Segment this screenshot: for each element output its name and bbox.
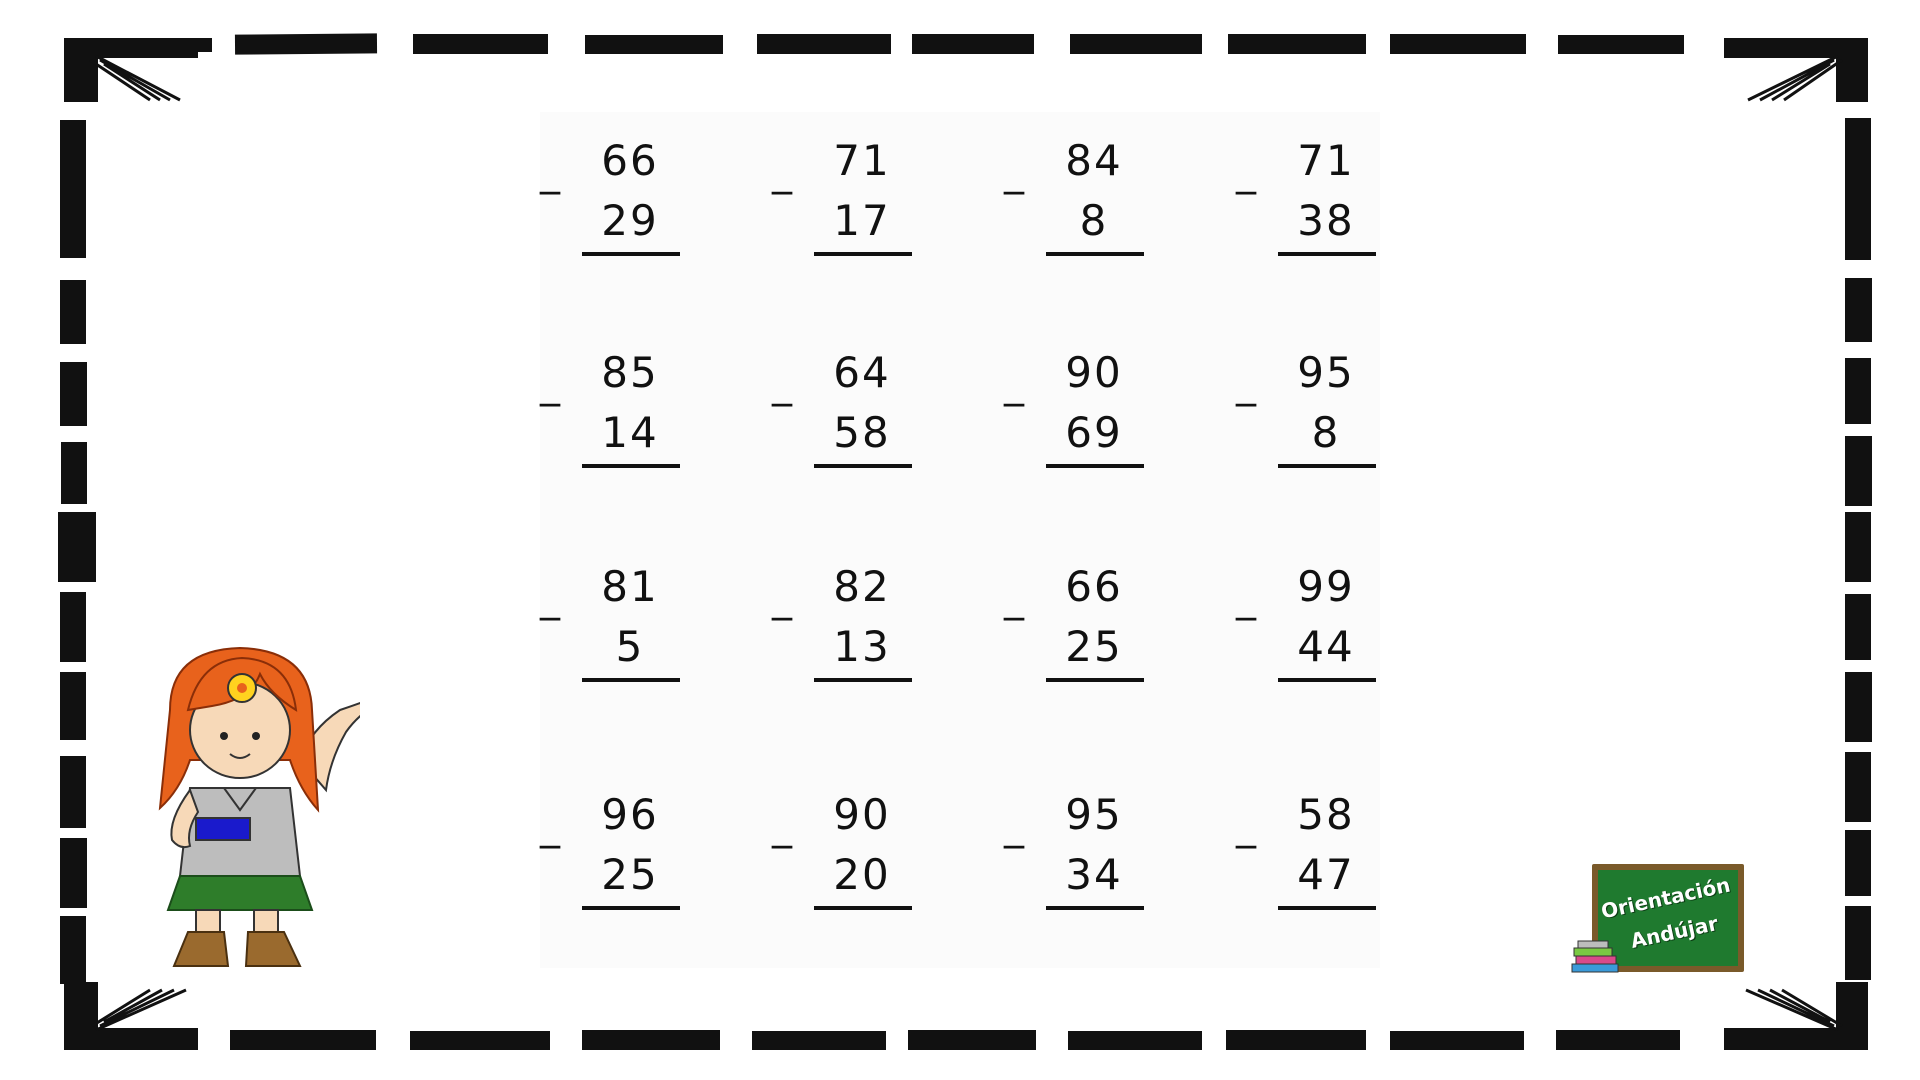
subtrahend: 8 bbox=[1311, 408, 1341, 457]
minus-sign: _ bbox=[1236, 361, 1256, 407]
answer-line bbox=[1046, 906, 1144, 910]
subtraction-problem bbox=[772, 558, 922, 688]
minus-sign: _ bbox=[772, 803, 792, 849]
exercise-sheet bbox=[540, 112, 1380, 968]
subtraction-problem bbox=[540, 132, 690, 262]
minus-sign: _ bbox=[1236, 803, 1256, 849]
answer-line bbox=[814, 678, 912, 682]
subtraction-problem bbox=[772, 132, 922, 262]
subtraction-problem bbox=[1236, 132, 1386, 262]
logo-line-2: Andújar bbox=[1628, 911, 1721, 953]
subtraction-problem bbox=[1004, 344, 1154, 474]
minuend: 58 bbox=[1297, 790, 1355, 839]
girl-pointing-icon bbox=[150, 640, 360, 970]
minuend: 66 bbox=[1065, 562, 1123, 611]
minuend: 64 bbox=[833, 348, 891, 397]
subtrahend: 69 bbox=[1065, 408, 1123, 457]
subtrahend: 13 bbox=[833, 622, 891, 671]
logo-line-1: Orientación bbox=[1598, 872, 1733, 924]
subtraction-problem bbox=[1236, 344, 1386, 474]
minus-sign: _ bbox=[772, 361, 792, 407]
answer-line bbox=[582, 906, 680, 910]
minuend: 90 bbox=[833, 790, 891, 839]
minuend: 95 bbox=[1065, 790, 1123, 839]
minuend: 90 bbox=[1065, 348, 1123, 397]
minuend: 85 bbox=[601, 348, 659, 397]
subtraction-problem bbox=[1004, 558, 1154, 688]
subtrahend: 29 bbox=[601, 196, 659, 245]
minus-sign: _ bbox=[540, 149, 560, 195]
minuend: 71 bbox=[1297, 136, 1355, 185]
minuend: 84 bbox=[1065, 136, 1123, 185]
subtrahend: 44 bbox=[1297, 622, 1355, 671]
answer-line bbox=[582, 464, 680, 468]
minuend: 96 bbox=[601, 790, 659, 839]
answer-line bbox=[814, 464, 912, 468]
subtrahend: 47 bbox=[1297, 850, 1355, 899]
minus-sign: _ bbox=[1236, 149, 1256, 195]
subtraction-problem bbox=[540, 786, 690, 916]
subtrahend: 34 bbox=[1065, 850, 1123, 899]
answer-line bbox=[1278, 906, 1376, 910]
subtraction-problem bbox=[772, 786, 922, 916]
subtraction-problem bbox=[1236, 558, 1386, 688]
books-icon bbox=[1568, 936, 1622, 976]
subtrahend: 17 bbox=[833, 196, 891, 245]
subtrahend: 14 bbox=[601, 408, 659, 457]
minus-sign: _ bbox=[1004, 149, 1024, 195]
subtraction-problem bbox=[1004, 132, 1154, 262]
subtrahend: 25 bbox=[601, 850, 659, 899]
minus-sign: _ bbox=[540, 803, 560, 849]
minus-sign: _ bbox=[1004, 575, 1024, 621]
minus-sign: _ bbox=[772, 575, 792, 621]
minuend: 99 bbox=[1297, 562, 1355, 611]
minuend: 71 bbox=[833, 136, 891, 185]
minuend: 66 bbox=[601, 136, 659, 185]
subtraction-problem bbox=[772, 344, 922, 474]
subtrahend: 20 bbox=[833, 850, 891, 899]
minus-sign: _ bbox=[540, 361, 560, 407]
answer-line bbox=[814, 906, 912, 910]
answer-line bbox=[582, 252, 680, 256]
answer-line bbox=[1278, 252, 1376, 256]
subtrahend: 5 bbox=[615, 622, 645, 671]
subtrahend: 58 bbox=[833, 408, 891, 457]
subtrahend: 8 bbox=[1079, 196, 1109, 245]
minus-sign: _ bbox=[1004, 361, 1024, 407]
subtrahend: 25 bbox=[1065, 622, 1123, 671]
answer-line bbox=[1046, 464, 1144, 468]
subtraction-problem bbox=[540, 344, 690, 474]
subtrahend: 38 bbox=[1297, 196, 1355, 245]
subtraction-problem bbox=[1236, 786, 1386, 916]
minuend: 82 bbox=[833, 562, 891, 611]
answer-line bbox=[582, 678, 680, 682]
subtraction-problem bbox=[540, 558, 690, 688]
answer-line bbox=[814, 252, 912, 256]
answer-line bbox=[1046, 252, 1144, 256]
answer-line bbox=[1278, 464, 1376, 468]
minus-sign: _ bbox=[1004, 803, 1024, 849]
minuend: 81 bbox=[601, 562, 659, 611]
answer-line bbox=[1046, 678, 1144, 682]
answer-line bbox=[1278, 678, 1376, 682]
minus-sign: _ bbox=[1236, 575, 1256, 621]
minuend: 95 bbox=[1297, 348, 1355, 397]
subtraction-problem bbox=[1004, 786, 1154, 916]
minus-sign: _ bbox=[540, 575, 560, 621]
minus-sign: _ bbox=[772, 149, 792, 195]
